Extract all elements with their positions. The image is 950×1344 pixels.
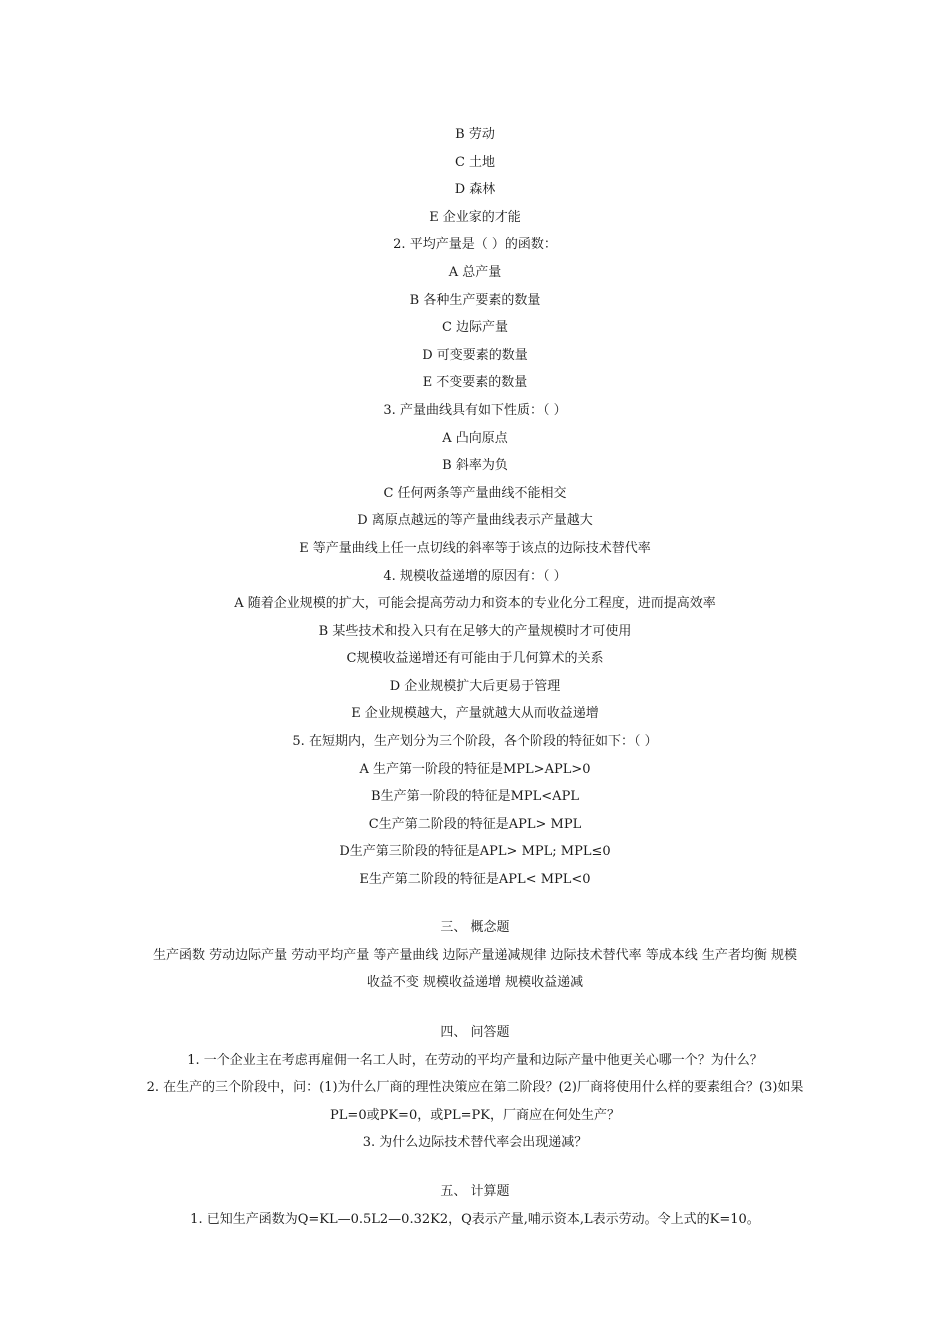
qa-question-3: 3. 为什么边际技术替代率会出现递减？	[362, 1135, 588, 1151]
q4-option-d: D 企业规模扩大后更易于管理	[389, 678, 561, 694]
concept-heading: 三、 概念题	[440, 920, 510, 935]
q2-option-a: A 总产量	[448, 264, 502, 280]
qa-heading: 四、 问答题	[440, 1025, 510, 1040]
q5-stem: 5. 在短期内，生产划分为三个阶段，各个阶段的特征如下：（ ）	[292, 734, 658, 750]
q5-option-a: A 生产第一阶段的特征是MPL>APL>0	[359, 761, 591, 777]
q1-option-d: D 森林	[454, 182, 496, 198]
q5-option-b: B生产第一阶段的特征是MPL<APL	[371, 789, 579, 805]
qa-question-1: 1. 一个企业主在考虑再雇佣一名工人时，在劳动的平均产量和边际产量中他更关心哪一个？为什么？	[187, 1052, 763, 1068]
q3-stem: 3. 产量曲线具有如下性质：（ ）	[383, 402, 567, 418]
qa-question-2-line-2: PL=0或PK=0，或PL=PK，厂商应在何处生产？	[330, 1107, 620, 1123]
qa-question-2-line-1: 2. 在生产的三个阶段中，问：(1)为什么厂商的理性决策应在第二阶段？(2)厂商将使用什么样的要素组合？(3)如果	[146, 1080, 804, 1096]
q1-option-e: E 企业家的才能	[429, 209, 521, 225]
q4-option-e: E 企业规模越大，产量就越大从而收益递增	[351, 706, 599, 722]
calculation-section	[120, 1178, 830, 1233]
q2-option-d: D 可变要素的数量	[422, 347, 528, 363]
q3-option-b: B 斜率为负	[442, 458, 508, 474]
multiple-choice-section	[120, 121, 830, 894]
concept-section	[120, 914, 830, 997]
q1-option-b: B 劳动	[455, 127, 495, 142]
q4-option-c: C规模收益递增还有可能由于几何算术的关系	[346, 651, 604, 667]
q3-option-c: C 任何两条等产量曲线不能相交	[383, 485, 567, 501]
q5-option-d: D生产第三阶段的特征是APL> MPL; MPL≤0	[339, 844, 611, 860]
q4-option-a: A 随着企业规模的扩大，可能会提高劳动力和资本的专业化分工程度，进而提高效率	[234, 596, 716, 612]
q2-option-b: B 各种生产要素的数量	[409, 292, 541, 308]
q3-option-e: E 等产量曲线上任一点切线的斜率等于该点的边际技术替代率	[299, 540, 651, 556]
q2-option-c: C 边际产量	[441, 320, 509, 336]
concept-terms-line-2: 收益不变 规模收益递增 规模收益递减	[366, 975, 584, 991]
q4-stem: 4. 规模收益递增的原因有：（ ）	[383, 568, 567, 584]
q2-stem: 2. 平均产量是（ ）的函数：	[393, 237, 557, 253]
calc-heading: 五、 计算题	[440, 1184, 510, 1199]
q2-option-e: E 不变要素的数量	[422, 375, 528, 391]
qa-section	[120, 1019, 830, 1157]
q5-option-e: E生产第二阶段的特征是APL< MPL<0	[359, 872, 591, 888]
concept-terms-line-1: 生产函数 劳动边际产量 劳动平均产量 等产量曲线 边际产量递减规律 边际技术替代率 等成本线 生产者均衡 规模	[152, 947, 798, 963]
q3-option-a: A 凸向原点	[442, 430, 508, 446]
q4-option-b: B 某些技术和投入只有在足够大的产量规模时才可使用	[318, 623, 632, 639]
q5-option-c: C生产第二阶段的特征是APL> MPL	[368, 816, 582, 832]
q1-option-c: C 土地	[454, 154, 496, 170]
calc-question-1: 1. 已知生产函数为Q=KL—0.5L2—0.32K2，Q表示产量,哺示资本,L表示劳动。令上式的K=10。	[190, 1211, 760, 1227]
q3-option-d: D 离原点越远的等产量曲线表示产量越大	[357, 513, 593, 529]
